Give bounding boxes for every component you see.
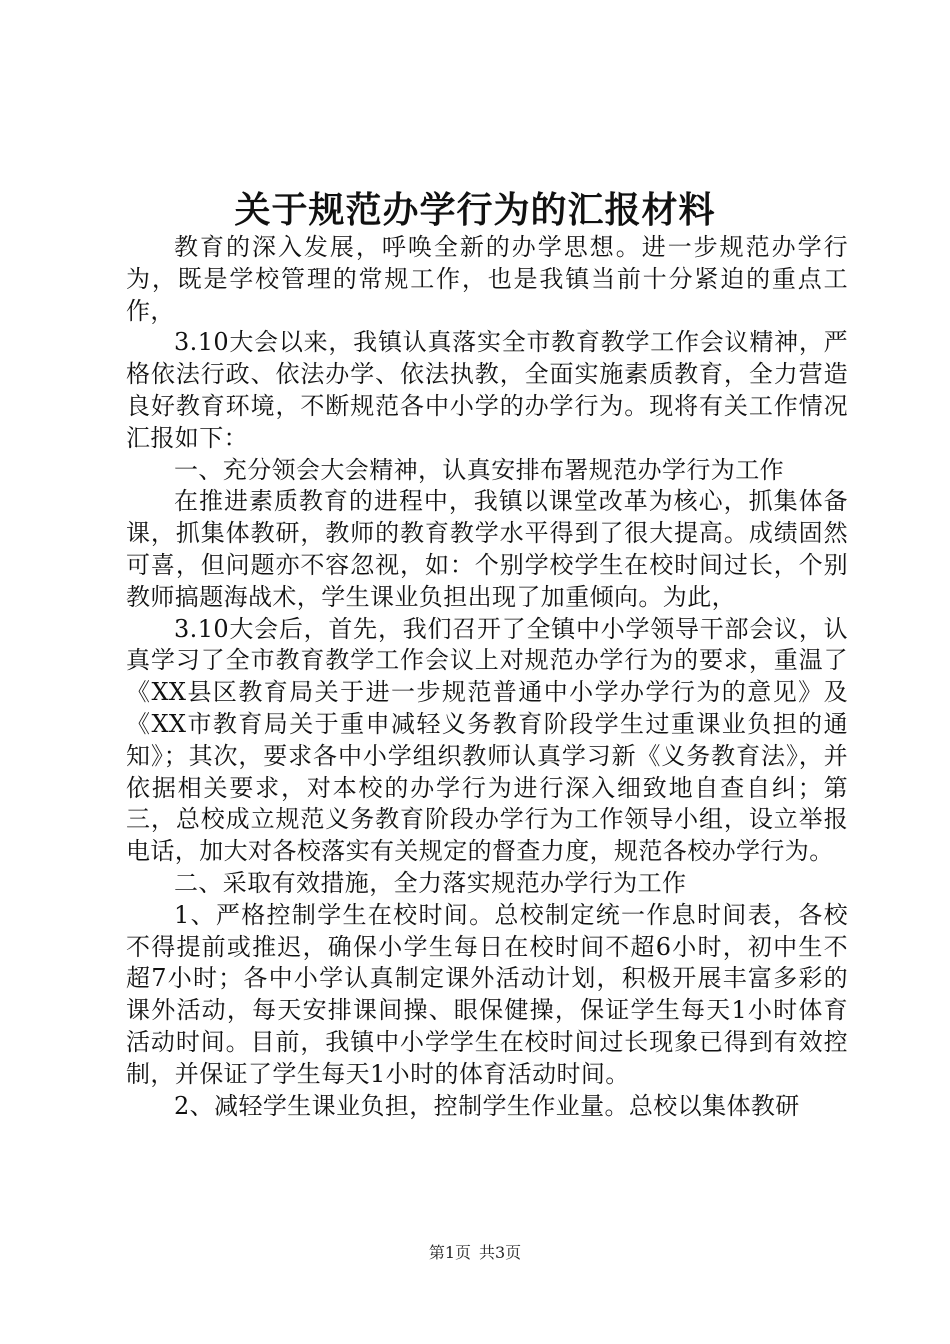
section-heading-2: 二、采取有效措施，全力落实规范办学行为工作	[174, 868, 687, 897]
page-footer	[0, 1243, 950, 1263]
paragraph-measures-first: 3.10大会后，首先，我们召开了全镇中小学领导干部会议，认真学习了全市教育教学工作会议上对规范办学行为的要求，重温了《XX县区教育局关于进一步规范普通中小学办学行为的意见》及《XX市教育局关于重申减轻义务教育阶段学生过重课业负担的通知》；其次，要求各中小学组织教师认真学习新《义务教育法》，并依据相关要求，对本校的办学行为进行深入细致地自查自纠；第三，总校成立规范义务教育阶段办学行为工作领导小组，设立举报电话，加大对各校落实有关规定的督查力度，规范各校办学行为。	[126, 614, 848, 866]
section-heading-1: 一、充分领会大会精神，认真安排布署规范办学行为工作	[174, 455, 784, 484]
paragraph-problems: 在推进素质教育的进程中，我镇以课堂改革为核心，抓集体备课，抓集体教研，教师的教育教学水平得到了很大提高。成绩固然可喜，但问题亦不容忽视，如：个别学校学生在校时间过长，个别教师搞题海战术，学生课业负担出现了加重倾向。为此，	[126, 487, 848, 611]
paragraph-school-time: 1、严格控制学生在校时间。总校制定统一作息时间表，各校不得提前或推迟，确保小学生每日在校时间不超6小时，初中生不超7小时；各中小学认真制定课外活动计划，积极开展丰富多彩的课外活动，每天安排课间操、眼保健操，保证学生每天1小时体育活动时间。目前，我镇中小学学生在校时间过长现象已得到有效控制，并保证了学生每天1小时的体育活动时间。	[126, 900, 848, 1088]
paragraph-intro: 教育的深入发展，呼唤全新的办学思想。进一步规范办学行为，既是学校管理的常规工作，也是我镇当前十分紧迫的重点工作，	[126, 233, 848, 325]
document-title: 关于规范办学行为的汇报材料	[234, 189, 716, 231]
page-total: 共3页	[479, 1243, 522, 1262]
paragraph-homework: 2、减轻学生课业负担，控制学生作业量。总校以集体教研	[174, 1091, 800, 1120]
page-number: 第1页	[428, 1243, 471, 1262]
document-body	[126, 232, 848, 1122]
paragraph-meeting-summary: 3.10大会以来，我镇认真落实全市教育教学工作会议精神，严格依法行政、依法办学、依法执教，全面实施素质教育，全力营造良好教育环境，不断规范各中小学的办学行为。现将有关工作情况汇报如下：	[126, 328, 848, 452]
